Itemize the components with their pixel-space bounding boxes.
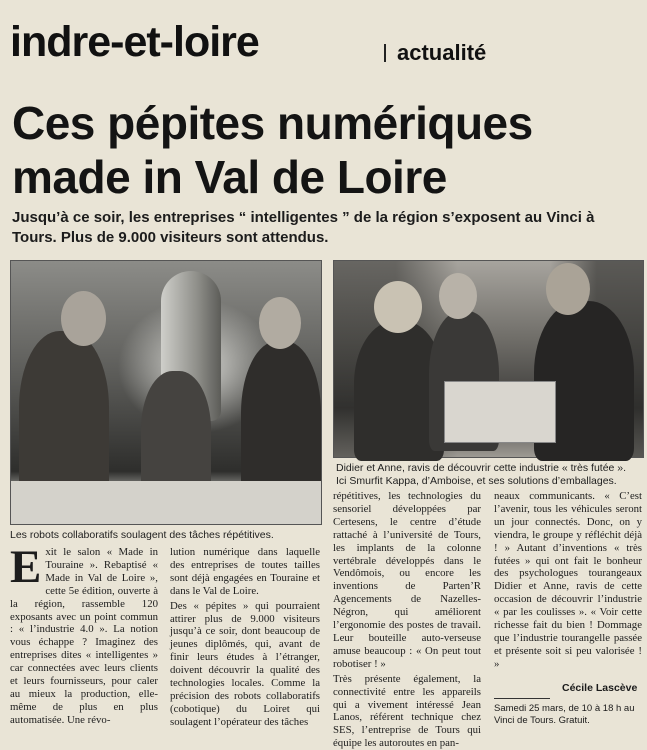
article-deck: Jusqu’à ce soir, les entreprises “ intelligentes ” de la région s’exposent au Vinci à Tours. Plus de 9.000 visiteurs sont attendus. bbox=[12, 209, 595, 246]
column-4-paragraph-1: neaux communicants. « C’est l’avenir, tous les véhicules seront un jour connectés. Donc, on y viendra, le groupe y réfléchit déjà ! » Autant d’inventions « très futées » qui ont fait le bonheur des psychologues tourangeaux Didier et Anne, ravis de cette occasion de découvrir l’industrie « par les coulisses ». « Voir cette richesse fait du bien ! Dommage que l’industrie tourangelle passée et présente soit si peu valorisée ! » bbox=[494, 490, 642, 670]
column-2-paragraph-2: Des « pépites » qui pourraient attirer plus de 9.000 visiteurs jusqu’à ce soir, dont beaucoup de jeunes diplômés, qui, avant de finir leurs études à l’étranger, doivent découvrir la qualité des technologies locales. Comme la précision des robots collaboratifs (cobotique) du Loiret qui soulagent l’opérateur des tâches bbox=[170, 599, 320, 728]
body-column-2 bbox=[170, 546, 320, 736]
table-surface bbox=[11, 481, 321, 524]
column-1-text: xit le salon « Made in Touraine ». Rebaptisé « Made in Val de Loire », cette 5e édition, ouverte à la région, rassemble 120 exposants avec un point commun : « l’industrie 4.0 ». La notion vous échappe ? Imaginez des entreprises dites « intelligentes » car connectées avec leurs clients et leurs fournisseurs, pour caler au mieux la production, elle-même de plus en plus automatisée. Une révo- bbox=[10, 546, 158, 726]
column-2-paragraph-1: lution numérique dans laquelle des entreprises de toutes tailles sont déjà engagées en Touraine et dans le Val de Loire. bbox=[170, 546, 320, 597]
person-left bbox=[19, 331, 109, 501]
person-right bbox=[241, 341, 321, 501]
section-subtitle: actualité bbox=[397, 40, 487, 65]
headline-line-2: made in Val de Loire bbox=[12, 151, 447, 203]
visitor-woman-head bbox=[374, 281, 422, 333]
packaging-box bbox=[444, 381, 556, 443]
headline-line-1: Ces pépites numériques bbox=[12, 97, 533, 149]
article-headline bbox=[12, 96, 632, 204]
body-column-3 bbox=[333, 490, 481, 750]
exhibitor-head bbox=[546, 263, 590, 315]
left-photo-caption: Les robots collaboratifs soulagent des tâches répétitives. bbox=[10, 529, 274, 541]
drop-cap: E bbox=[10, 541, 42, 593]
author-byline: Cécile Lascève bbox=[562, 682, 638, 694]
photo-robots bbox=[10, 260, 322, 525]
info-divider bbox=[494, 698, 550, 699]
photo-visitors bbox=[333, 260, 644, 458]
visitor-man-head bbox=[439, 273, 477, 319]
column-3-paragraph-2: Très présente également, la connectivité entre les appareils qui a vivement intéressé Jean Lanos, référent technique chez SES, l’entreprise de Tours qui équipe les autoroutes en pan- bbox=[333, 672, 481, 750]
column-3-paragraph-1: répétitives, les technologies du sensoriel développées par Certesens, le centre d’étude rattaché à l’université de Tours, les implants de la colonne vertébrale développés dans le Vendômois, ou encore les inventions de Parten’R Agencements de Nazelles-Négron, qui améliorent l’ergonomie des postes de travail. Leur bouteille auto-verseuse amuse beaucoup : « On peut tout robotiser ! » bbox=[333, 490, 481, 670]
body-column-1 bbox=[10, 541, 158, 736]
section-title: indre-et-loire bbox=[10, 18, 259, 66]
bleed-through-text bbox=[420, 0, 427, 25]
person-right-head bbox=[259, 297, 301, 349]
right-photo-caption: Didier et Anne, ravis de découvrir cette industrie « très futée ». Ici Smurfit Kappa, d’Amboise, et ses solutions d’emballages. bbox=[336, 462, 627, 487]
person-left-head bbox=[61, 291, 106, 346]
body-column-4 bbox=[494, 490, 642, 675]
section-divider bbox=[384, 44, 386, 62]
event-info: Samedi 25 mars, de 10 à 18 h au Vinci de Tours. Gratuit. bbox=[494, 703, 635, 726]
